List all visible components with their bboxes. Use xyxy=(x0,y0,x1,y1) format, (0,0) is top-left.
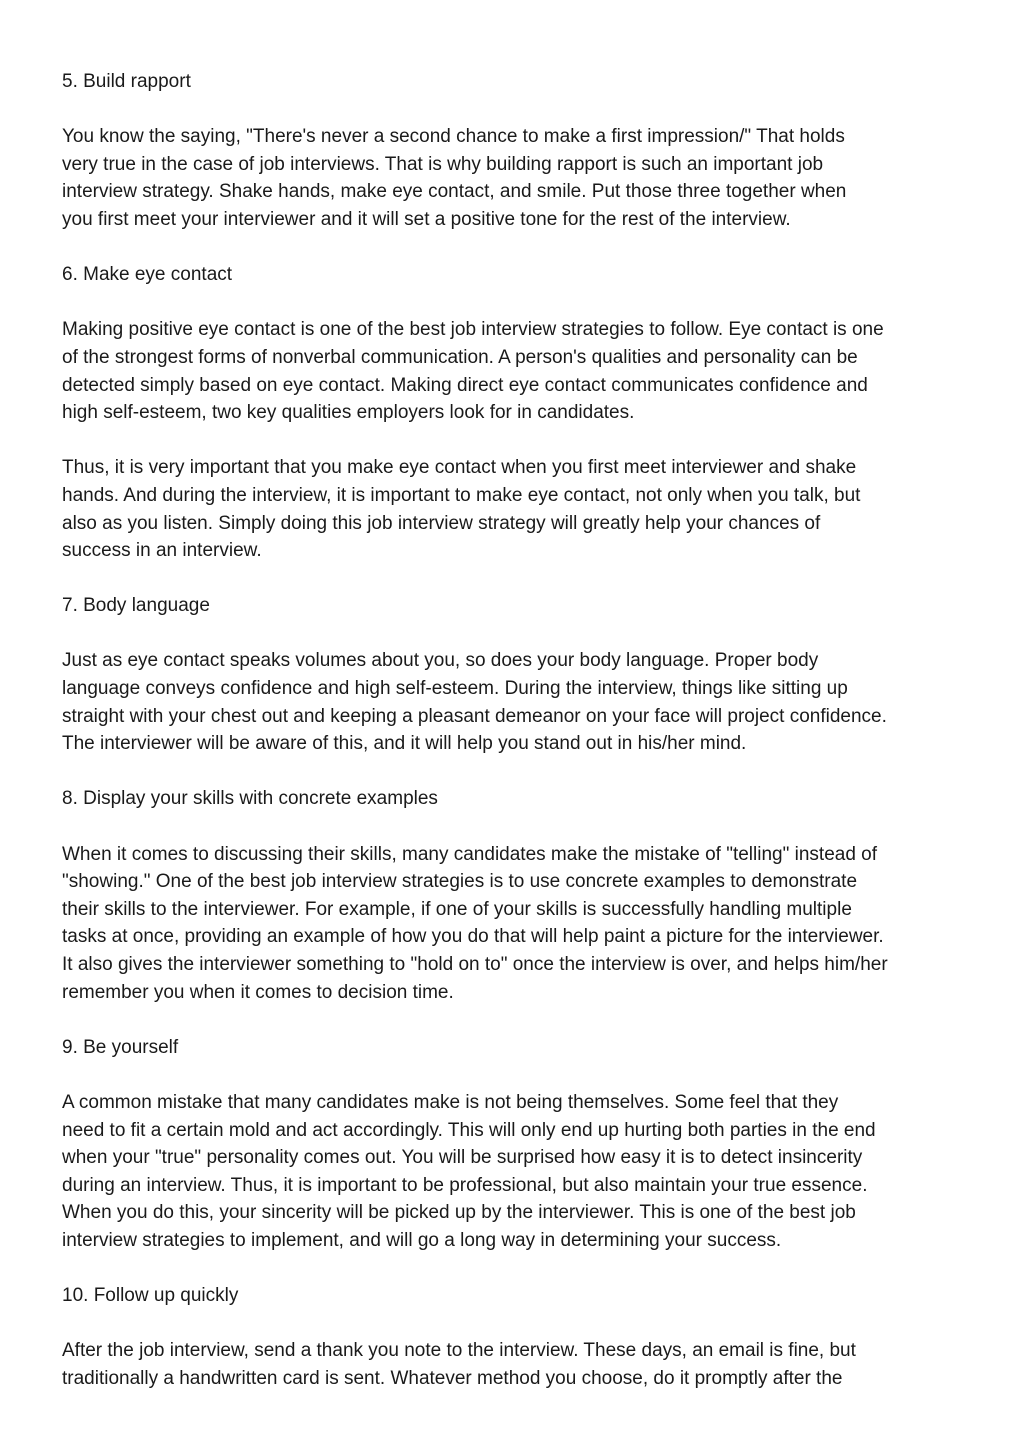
section-heading: 9. Be yourself xyxy=(62,1036,179,1058)
paragraph-line: interview strategies to implement, and will go a long way in determining your success. xyxy=(62,1229,782,1251)
paragraph-line: detected simply based on eye contact. Making direct eye contact communicates confidence and xyxy=(62,374,868,396)
paragraph-line: remember you when it comes to decision time. xyxy=(62,981,454,1003)
paragraph xyxy=(62,841,972,1007)
paragraph-line: straight with your chest out and keeping a pleasant demeanor on your face will project confidence. xyxy=(62,705,887,727)
paragraph xyxy=(62,316,972,426)
paragraph-line: success in an interview. xyxy=(62,540,262,562)
section-heading: 6. Make eye contact xyxy=(62,264,233,286)
section-heading: 10. Follow up quickly xyxy=(62,1285,239,1307)
section-heading: 8. Display your skills with concrete examples xyxy=(62,788,438,810)
paragraph-line: "showing." One of the best job interview strategies is to use concrete examples to demonstrate xyxy=(62,871,858,893)
paragraph-line: need to fit a certain mold and act accordingly. This will only end up hurting both parties in the end xyxy=(62,1119,876,1141)
paragraph-line: language conveys confidence and high self-esteem. During the interview, things like sitting up xyxy=(62,678,848,700)
section-heading: 7. Body language xyxy=(62,595,210,617)
section xyxy=(62,1034,972,1255)
paragraph-line: their skills to the interviewer. For example, if one of your skills is successfully handling multiple xyxy=(62,898,852,920)
paragraph xyxy=(62,1337,972,1392)
paragraph-line: When it comes to discussing their skills, many candidates make the mistake of "telling" instead of xyxy=(62,843,878,865)
paragraph-line: when your "true" personality comes out. You will be surprised how easy it is to detect insincerity xyxy=(62,1147,863,1169)
paragraph-line: also as you listen. Simply doing this job interview strategy will greatly help your chances of xyxy=(62,512,821,534)
paragraph-line: high self-esteem, two key qualities employers look for in candidates. xyxy=(62,402,635,424)
paragraph xyxy=(62,454,972,564)
paragraph-line: The interviewer will be aware of this, and it will help you stand out in his/her mind. xyxy=(62,733,747,755)
paragraph-line: Just as eye contact speaks volumes about you, so does your body language. Proper body xyxy=(62,650,819,672)
section-heading: 5. Build rapport xyxy=(62,71,191,92)
section xyxy=(62,1282,972,1392)
document-content xyxy=(62,68,972,1420)
paragraph-line: of the strongest forms of nonverbal communication. A person's qualities and personality can be xyxy=(62,346,858,368)
paragraph-line: After the job interview, send a thank you note to the interview. These days, an email is fine, but xyxy=(62,1340,856,1362)
section xyxy=(62,592,972,758)
section xyxy=(62,785,972,1006)
paragraph-line: Thus, it is very important that you make eye contact when you first meet interviewer and shake xyxy=(62,457,857,479)
section xyxy=(62,261,972,565)
paragraph-line: you first meet your interviewer and it will set a positive tone for the rest of the interview. xyxy=(62,208,791,230)
paragraph-line: traditionally a handwritten card is sent. Whatever method you choose, do it promptly after the xyxy=(62,1367,843,1389)
paragraph-line: interview strategy. Shake hands, make eye contact, and smile. Put those three together when xyxy=(62,181,847,203)
section xyxy=(62,68,972,234)
paragraph xyxy=(62,1089,972,1255)
paragraph-line: Making positive eye contact is one of the best job interview strategies to follow. Eye contact is one xyxy=(62,319,884,341)
paragraph-line: hands. And during the interview, it is important to make eye contact, not only when you talk, but xyxy=(62,484,861,506)
paragraph xyxy=(62,123,972,233)
paragraph-line: very true in the case of job interviews. That is why building rapport is such an important job xyxy=(62,153,824,175)
paragraph-line: tasks at once, providing an example of how you do that will help paint a picture for the interviewer. xyxy=(62,926,884,948)
paragraph-line: You know the saying, "There's never a second chance to make a first impression/" That holds xyxy=(62,126,845,148)
paragraph-line: It also gives the interviewer something to "hold on to" once the interview is over, and helps him/her xyxy=(62,954,888,975)
paragraph-line: during an interview. Thus, it is important to be professional, but also maintain your true essence. xyxy=(62,1174,868,1196)
paragraph xyxy=(62,647,972,757)
paragraph-line: A common mistake that many candidates make is not being themselves. Some feel that they xyxy=(62,1091,839,1113)
paragraph-line: When you do this, your sincerity will be picked up by the interviewer. This is one of the best job xyxy=(62,1202,856,1224)
